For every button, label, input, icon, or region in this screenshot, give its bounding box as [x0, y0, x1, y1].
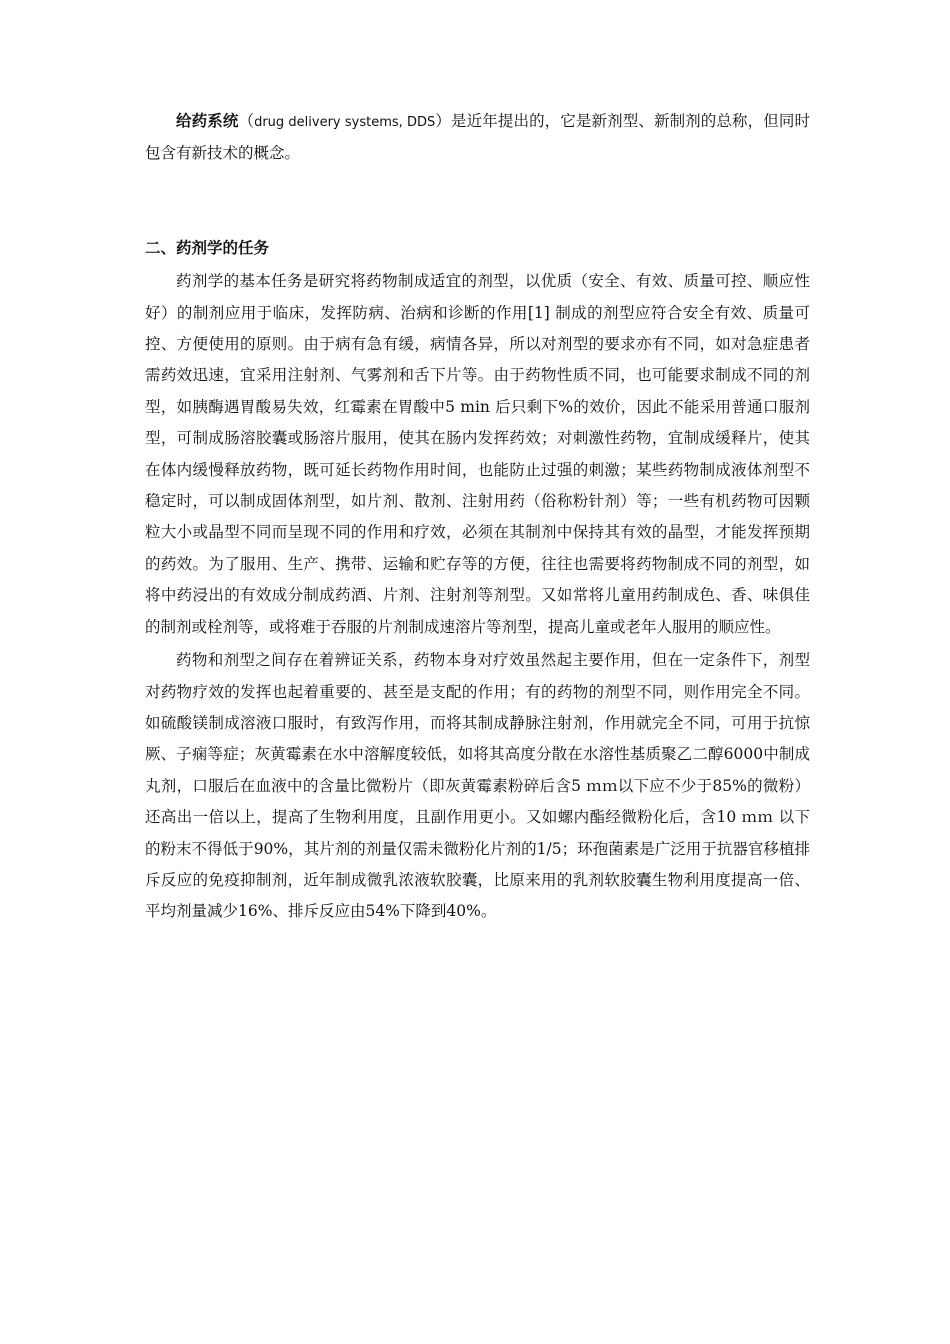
document-page [145, 106, 810, 928]
body-paragraph-1: 药剂学的基本任务是研究将药物制成适宜的剂型，以优质（安全、有效、质量可控、顺应性好）的制剂应用于临床，发挥防病、治病和诊断的作用[1] 制成的剂型应符合安全有效、质量可控、方便使用的原则。由于病有急有缓，病情各异，所以对剂型的要求亦有不同，如对急症患者需药效迅速，宜采用注射剂、气雾剂和舌下片等。由于药物性质不同，也可能要求制成不同的剂型，如胰酶遇胃酸易失效，红霉素在胃酸中5 min 后只剩下%的效价，因此不能采用普通口服剂型，可制成肠溶胶囊或肠溶片服用，使其在肠内发挥药效；对刺激性药物，宜制成缓释片，使其在体内缓慢释放药物，既可延长药物作用时间，也能防止过强的刺激；某些药物制成液体剂型不稳定时，可以制成固体剂型，如片剂、散剂、注射用药（俗称粉针剂）等；一些有机药物可因颗粒大小或晶型不同而呈现不同的作用和疗效，必须在其制剂中保持其有效的晶型，才能发挥预期的药效。为了服用、生产、携带、运输和贮存等的方便，往往也需要将药物制成不同的剂型，如将中药浸出的有效成分制成药酒、片剂、注射剂等剂型。又如常将儿童用药制成色、香、味俱佳的制剂或栓剂等，或将难于吞服的片剂制成速溶片等剂型，提高儿童或老年人服用的顺应性。 [145, 272, 810, 636]
intro-paren-open: （ [238, 112, 255, 130]
intro-paragraph [145, 106, 810, 170]
intro-paren-close: ） [435, 112, 452, 130]
intro-text: 是近年提出的，它是新剂型、新制剂的总称，但同时包含有新技术的概念。 [145, 112, 810, 163]
intro-latin-term: drug delivery systems, DDS [254, 115, 436, 130]
section-heading: 二、药剂学的任务 [145, 238, 270, 257]
body-paragraph-2: 药物和剂型之间存在着辨证关系，药物本身对疗效虽然起主要作用，但在一定条件下，剂型对药物疗效的发挥也起着重要的、甚至是支配的作用；有的药物的剂型不同，则作用完全不同。如硫酸镁制成溶液口服时，有致泻作用，而将其制成静脉注射剂，作用就完全不同，可用于抗惊厥、子痫等症；灰黄霉素在水中溶解度较低，如将其高度分散在水溶性基质聚乙二醇6000中制成丸剂，口服后在血液中的含量比微粉片（即灰黄霉素粉碎后含5 ｍｍ以下应不少于85%的微粉）还高出一倍以上，提高了生物利用度，且副作用更小。又如螺内酯经微粉化后，含10 ｍｍ 以下的粉末不得低于90%，其片剂的剂量仅需未微粉化片剂的1/5；环孢菌素是广泛用于抗器官移植排斥反应的免疫抑制剂，近年制成微乳浓液软胶囊，比原来用的乳剂软胶囊生物利用度提高一倍、平均剂量减少16%、排斥反应由54%下降到40%。 [145, 651, 810, 921]
intro-term: 给药系统 [176, 112, 239, 130]
